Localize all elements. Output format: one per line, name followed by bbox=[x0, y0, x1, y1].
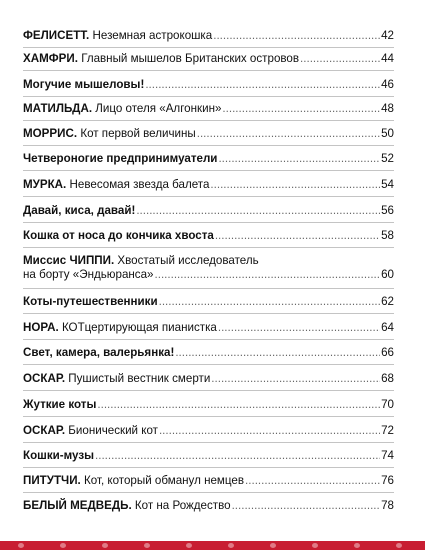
section-title: Коты-путешественники bbox=[23, 295, 158, 308]
paw-print-icon bbox=[186, 543, 192, 548]
section-title: Могучие мышеловы! bbox=[23, 78, 145, 91]
page-number: 62 bbox=[381, 295, 394, 308]
entry-name: БЕЛЫЙ МЕДВЕДЬ. bbox=[23, 499, 132, 512]
paw-print-icon bbox=[18, 543, 24, 548]
divider bbox=[23, 120, 394, 121]
entry-description: Кот, который обманул немцев bbox=[83, 474, 245, 487]
paw-print-icon bbox=[102, 543, 108, 548]
entry-name: ОСКАР. bbox=[23, 372, 66, 385]
divider bbox=[23, 222, 394, 223]
toc-entry bbox=[23, 254, 394, 282]
paw-print-icon bbox=[228, 543, 234, 548]
section-title: Кошки-музы bbox=[23, 449, 94, 462]
entry-name: ОСКАР. bbox=[23, 424, 66, 437]
page-number: 76 bbox=[381, 474, 394, 487]
divider bbox=[23, 288, 394, 289]
toc-entry bbox=[23, 178, 394, 192]
divider bbox=[23, 47, 394, 48]
paw-print-icon bbox=[270, 543, 276, 548]
toc-entry bbox=[23, 204, 394, 218]
section-title: Кошка от носа до кончика хвоста bbox=[23, 229, 214, 242]
divider bbox=[23, 145, 394, 146]
dot-leader bbox=[159, 424, 380, 438]
section-title: Свет, камера, валерьянка! bbox=[23, 346, 175, 359]
entry-description: Кот на Рождество bbox=[134, 499, 231, 512]
entry-description: КОТцертирующая пианистка bbox=[61, 321, 217, 334]
toc-entry bbox=[23, 474, 394, 488]
page-number: 78 bbox=[381, 499, 394, 512]
toc-entry bbox=[23, 152, 394, 166]
divider bbox=[23, 96, 394, 97]
entry-description: Бионический кот bbox=[68, 424, 158, 437]
toc-entry bbox=[23, 127, 394, 141]
toc-entry bbox=[23, 29, 394, 43]
divider bbox=[23, 364, 394, 365]
entry-description: Хвостатый исследователь bbox=[117, 254, 259, 267]
dot-leader bbox=[159, 295, 380, 309]
divider bbox=[23, 170, 394, 171]
page-number: 56 bbox=[381, 204, 394, 217]
page-number: 70 bbox=[381, 398, 394, 411]
divider bbox=[23, 196, 394, 197]
dot-leader bbox=[213, 29, 380, 43]
toc-entry bbox=[23, 295, 394, 309]
entry-description: Главный мышелов Британских островов bbox=[81, 52, 300, 65]
dot-leader bbox=[300, 52, 380, 66]
dot-leader bbox=[136, 204, 380, 218]
page-number: 68 bbox=[381, 372, 394, 385]
page-number: 64 bbox=[381, 321, 394, 334]
paw-print-icon bbox=[354, 543, 360, 548]
divider bbox=[23, 339, 394, 340]
toc-entry bbox=[23, 321, 394, 335]
paw-print-icon bbox=[312, 543, 318, 548]
entry-description: Лицо отеля «Алгонкин» bbox=[95, 102, 222, 115]
entry-description: Неземная астрокошка bbox=[92, 29, 213, 42]
page-number: 60 bbox=[381, 268, 394, 281]
dot-leader bbox=[232, 499, 381, 513]
divider bbox=[23, 492, 394, 493]
entry-name: ПИТУТЧИ. bbox=[23, 474, 81, 487]
dot-leader bbox=[210, 178, 380, 192]
page-number: 74 bbox=[381, 449, 394, 462]
page-number: 54 bbox=[381, 178, 394, 191]
dot-leader bbox=[245, 474, 380, 488]
entry-name: МАТИЛЬДА. bbox=[23, 102, 93, 115]
page-number: 50 bbox=[381, 127, 394, 140]
page-number: 72 bbox=[381, 424, 394, 437]
entry-name: ХАМФРИ. bbox=[23, 52, 78, 65]
page-number: 46 bbox=[381, 78, 394, 91]
dot-leader bbox=[218, 321, 380, 335]
dot-leader bbox=[215, 229, 380, 243]
section-title: Давай, киса, давай! bbox=[23, 204, 136, 217]
toc-entry bbox=[23, 52, 394, 66]
toc-entry bbox=[23, 499, 394, 513]
divider bbox=[23, 313, 394, 314]
entry-description: Кот первой величины bbox=[80, 127, 196, 140]
toc-entry bbox=[23, 346, 394, 360]
page-number: 48 bbox=[381, 102, 394, 115]
paw-print-icon bbox=[144, 543, 150, 548]
dot-leader bbox=[197, 127, 380, 141]
paw-print-icon bbox=[60, 543, 66, 548]
page-number: 52 bbox=[381, 152, 394, 165]
toc-entry bbox=[23, 372, 394, 386]
toc-entry bbox=[23, 78, 394, 92]
page-number: 44 bbox=[381, 52, 394, 65]
toc-entry bbox=[23, 398, 394, 412]
dot-leader bbox=[218, 152, 380, 166]
dot-leader bbox=[222, 102, 380, 116]
toc-entry bbox=[23, 229, 394, 243]
entry-name: МУРКА. bbox=[23, 178, 67, 191]
toc-entry bbox=[23, 424, 394, 438]
page-number: 42 bbox=[381, 29, 394, 42]
toc-entry bbox=[23, 449, 394, 463]
dot-leader bbox=[175, 346, 380, 360]
entry-description: Пушистый вестник смерти bbox=[68, 372, 211, 385]
page-number: 66 bbox=[381, 346, 394, 359]
entry-name: МОРРИС. bbox=[23, 127, 78, 140]
entry-description-continued: на борту «Эндьюранса» bbox=[23, 268, 154, 281]
page-number: 58 bbox=[381, 229, 394, 242]
entry-name: Миссис ЧИППИ. bbox=[23, 254, 115, 267]
dot-leader bbox=[97, 398, 380, 412]
section-title: Четвероногие предпринимуатели bbox=[23, 152, 218, 165]
divider bbox=[23, 70, 394, 71]
entry-description: Невесомая звезда балета bbox=[69, 178, 210, 191]
toc-entry bbox=[23, 102, 394, 116]
divider bbox=[23, 390, 394, 391]
entry-name: НОРА. bbox=[23, 321, 59, 334]
paw-print-icon bbox=[396, 543, 402, 548]
decorative-paw-border bbox=[0, 541, 425, 550]
dot-leader bbox=[95, 449, 380, 463]
dot-leader bbox=[211, 372, 380, 386]
divider bbox=[23, 416, 394, 417]
divider bbox=[23, 467, 394, 468]
section-title: Жуткие коты bbox=[23, 398, 97, 411]
dot-leader bbox=[145, 78, 380, 92]
divider bbox=[23, 442, 394, 443]
divider bbox=[23, 247, 394, 248]
dot-leader bbox=[155, 268, 381, 282]
entry-name: ФЕЛИСЕТТ. bbox=[23, 29, 90, 42]
